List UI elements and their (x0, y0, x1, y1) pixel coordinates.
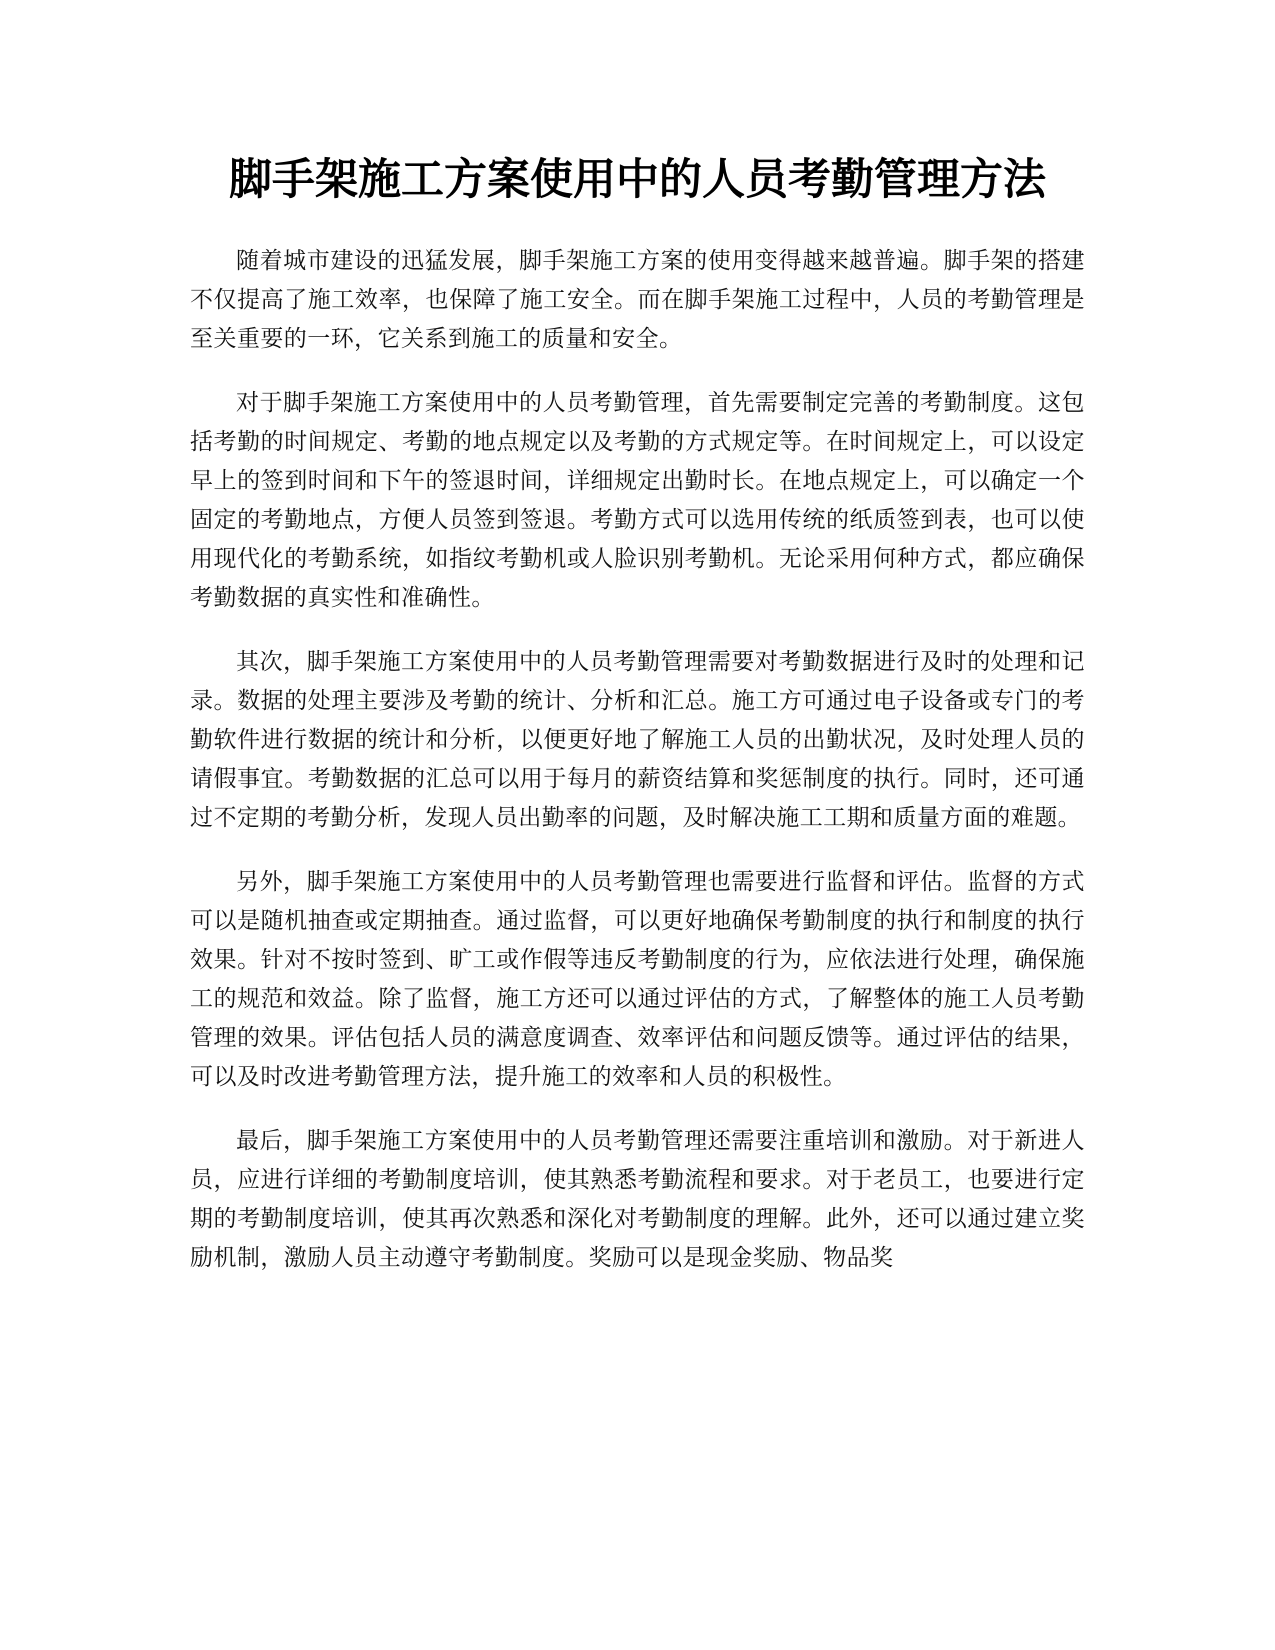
paragraph-1: 随着城市建设的迅猛发展，脚手架施工方案的使用变得越来越普遍。脚手架的搭建不仅提高了施工效率，也保障了施工安全。而在脚手架施工过程中，人员的考勤管理是至关重要的一环，它关系到施工的质量和安全。 (190, 248, 1085, 352)
paragraph-5: 最后，脚手架施工方案使用中的人员考勤管理还需要注重培训和激励。对于新进人员，应进行详细的考勤制度培训，使其熟悉考勤流程和要求。对于老员工，也要进行定期的考勤制度培训，使其再次熟悉和深化对考勤制度的理解。此外，还可以通过建立奖励机制，激励人员主动遵守考勤制度。奖励可以是现金奖励、物品奖 (190, 1128, 1085, 1271)
document-title: 脚手架施工方案使用中的人员考勤管理方法 (229, 155, 1046, 205)
paragraph-2: 对于脚手架施工方案使用中的人员考勤管理，首先需要制定完善的考勤制度。这包括考勤的时间规定、考勤的地点规定以及考勤的方式规定等。在时间规定上，可以设定早上的签到时间和下午的签退时间，详细规定出勤时长。在地点规定上，可以确定一个固定的考勤地点，方便人员签到签退。考勤方式可以选用传统的纸质签到表，也可以使用现代化的考勤系统，如指纹考勤机或人脸识别考勤机。无论采用何种方式，都应确保考勤数据的真实性和准确性。 (190, 390, 1085, 611)
paragraph-3: 其次，脚手架施工方案使用中的人员考勤管理需要对考勤数据进行及时的处理和记录。数据的处理主要涉及考勤的统计、分析和汇总。施工方可通过电子设备或专门的考勤软件进行数据的统计和分析，以便更好地了解施工人员的出勤状况，及时处理人员的请假事宜。考勤数据的汇总可以用于每月的薪资结算和奖惩制度的执行。同时，还可通过不定期的考勤分析，发现人员出勤率的问题，及时解决施工工期和质量方面的难题。 (190, 649, 1085, 831)
document-body (190, 242, 1085, 1303)
paragraph-4: 另外，脚手架施工方案使用中的人员考勤管理也需要进行监督和评估。监督的方式可以是随机抽查或定期抽查。通过监督，可以更好地确保考勤制度的执行和制度的执行效果。针对不按时签到、旷工或作假等违反考勤制度的行为，应依法进行处理，确保施工的规范和效益。除了监督，施工方还可以通过评估的方式，了解整体的施工人员考勤管理的效果。评估包括人员的满意度调查、效率评估和问题反馈等。通过评估的结果，可以及时改进考勤管理方法，提升施工的效率和人员的积极性。 (190, 869, 1085, 1090)
